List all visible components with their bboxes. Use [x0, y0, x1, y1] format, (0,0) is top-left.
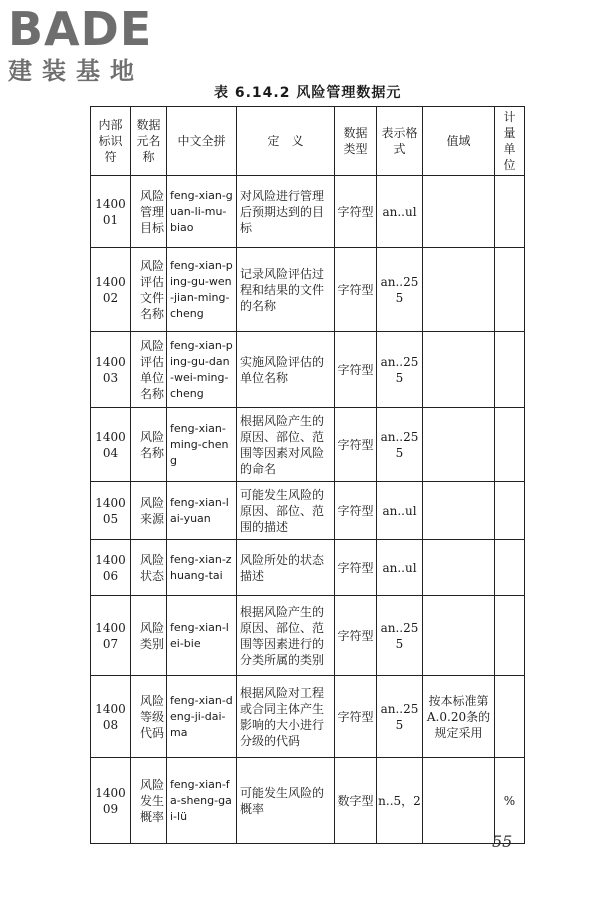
- table-row: [91, 676, 525, 758]
- cell-format: an..255: [377, 676, 423, 758]
- cell-name: 风险等级代码: [131, 676, 167, 758]
- cell-pinyin: feng-xian-zhuang-tai: [167, 540, 237, 596]
- cell-format: an..ul: [377, 176, 423, 248]
- cell-unit: %: [495, 758, 525, 844]
- table-row: [91, 176, 525, 248]
- cell-id: 140002: [91, 248, 131, 332]
- cell-name: 风险来源: [131, 482, 167, 540]
- cell-format: an..255: [377, 596, 423, 676]
- table-row: [91, 332, 525, 408]
- cell-range: [423, 596, 495, 676]
- cell-name: 风险名称: [131, 408, 167, 482]
- header-definition: 定 义: [237, 107, 335, 176]
- cell-pinyin: feng-xian-ping-gu-wen-jian-ming-cheng: [167, 248, 237, 332]
- page-number: 55: [492, 832, 513, 851]
- cell-pinyin: feng-xian-lai-yuan: [167, 482, 237, 540]
- cell-range: 按本标准第A.0.20条的规定采用: [423, 676, 495, 758]
- cell-pinyin: feng-xian-ping-gu-dan-wei-ming-cheng: [167, 332, 237, 408]
- table-header-row: [91, 107, 525, 176]
- cell-range: [423, 332, 495, 408]
- table-row: [91, 596, 525, 676]
- cell-definition: 实施风险评估的单位名称: [237, 332, 335, 408]
- cell-pinyin: feng-xian-lei-bie: [167, 596, 237, 676]
- cell-unit: [495, 596, 525, 676]
- cell-format: an..ul: [377, 540, 423, 596]
- cell-format: an..255: [377, 332, 423, 408]
- table-row: [91, 758, 525, 844]
- cell-type: 数字型: [335, 758, 377, 844]
- cell-range: [423, 482, 495, 540]
- cell-definition: 根据风险产生的原因、部位、范围等因素对风险的命名: [237, 408, 335, 482]
- cell-range: [423, 758, 495, 844]
- cell-name: 风险状态: [131, 540, 167, 596]
- table-row: [91, 540, 525, 596]
- cell-definition: 可能发生风险的概率: [237, 758, 335, 844]
- header-format: 表示格式: [377, 107, 423, 176]
- cell-unit: [495, 540, 525, 596]
- cell-unit: [495, 332, 525, 408]
- cell-definition: 对风险进行管理后预期达到的目标: [237, 176, 335, 248]
- cell-definition: 根据风险对工程或合同主体产生影响的大小进行分级的代码: [237, 676, 335, 758]
- cell-definition: 根据风险产生的原因、部位、范围等因素进行的分类所属的类别: [237, 596, 335, 676]
- cell-id: 140001: [91, 176, 131, 248]
- cell-definition: 可能发生风险的原因、部位、范围的描述: [237, 482, 335, 540]
- cell-format: an..ul: [377, 482, 423, 540]
- logo-wordmark: BADE: [8, 2, 153, 56]
- cell-name: 风险评估单位名称: [131, 332, 167, 408]
- cell-pinyin: feng-xian-ming-cheng: [167, 408, 237, 482]
- cell-unit: [495, 482, 525, 540]
- cell-id: 140009: [91, 758, 131, 844]
- cell-format: an..255: [377, 248, 423, 332]
- header-element-name: 数据元名称: [131, 107, 167, 176]
- cell-format: n..5，2: [377, 758, 423, 844]
- cell-definition: 记录风险评估过程和结果的文件的名称: [237, 248, 335, 332]
- cell-unit: [495, 408, 525, 482]
- cell-type: 字符型: [335, 332, 377, 408]
- cell-type: 字符型: [335, 248, 377, 332]
- cell-range: [423, 408, 495, 482]
- cell-id: 140006: [91, 540, 131, 596]
- cell-unit: [495, 248, 525, 332]
- logo-subtitle: 建装基地: [8, 57, 144, 85]
- cell-id: 140005: [91, 482, 131, 540]
- cell-format: an..255: [377, 408, 423, 482]
- cell-range: [423, 540, 495, 596]
- cell-id: 140008: [91, 676, 131, 758]
- cell-unit: [495, 176, 525, 248]
- header-unit: 计量单位: [495, 107, 525, 176]
- cell-name: 风险发生概率: [131, 758, 167, 844]
- cell-type: 字符型: [335, 676, 377, 758]
- table-row: [91, 248, 525, 332]
- cell-pinyin: feng-xian-deng-ji-dai-ma: [167, 676, 237, 758]
- cell-pinyin: feng-xian-guan-li-mu-biao: [167, 176, 237, 248]
- header-pinyin: 中文全拼: [167, 107, 237, 176]
- cell-id: 140007: [91, 596, 131, 676]
- cell-pinyin: feng-xian-fa-sheng-gai-lü: [167, 758, 237, 844]
- header-internal-id: 内部标识符: [91, 107, 131, 176]
- cell-id: 140004: [91, 408, 131, 482]
- cell-type: 字符型: [335, 482, 377, 540]
- cell-type: 字符型: [335, 408, 377, 482]
- table-title: 表 6.14.2 风险管理数据元: [214, 85, 402, 101]
- header-data-type: 数据类型: [335, 107, 377, 176]
- data-element-table: [90, 106, 525, 844]
- cell-name: 风险评估文件名称: [131, 248, 167, 332]
- cell-name: 风险管理目标: [131, 176, 167, 248]
- table-row: [91, 482, 525, 540]
- cell-name: 风险类别: [131, 596, 167, 676]
- cell-range: [423, 176, 495, 248]
- cell-type: 字符型: [335, 176, 377, 248]
- header-value-range: 值域: [423, 107, 495, 176]
- cell-unit: [495, 676, 525, 758]
- cell-range: [423, 248, 495, 332]
- cell-id: 140003: [91, 332, 131, 408]
- table-row: [91, 408, 525, 482]
- cell-definition: 风险所处的状态描述: [237, 540, 335, 596]
- cell-type: 字符型: [335, 540, 377, 596]
- cell-type: 字符型: [335, 596, 377, 676]
- brand-logo: [8, 2, 153, 86]
